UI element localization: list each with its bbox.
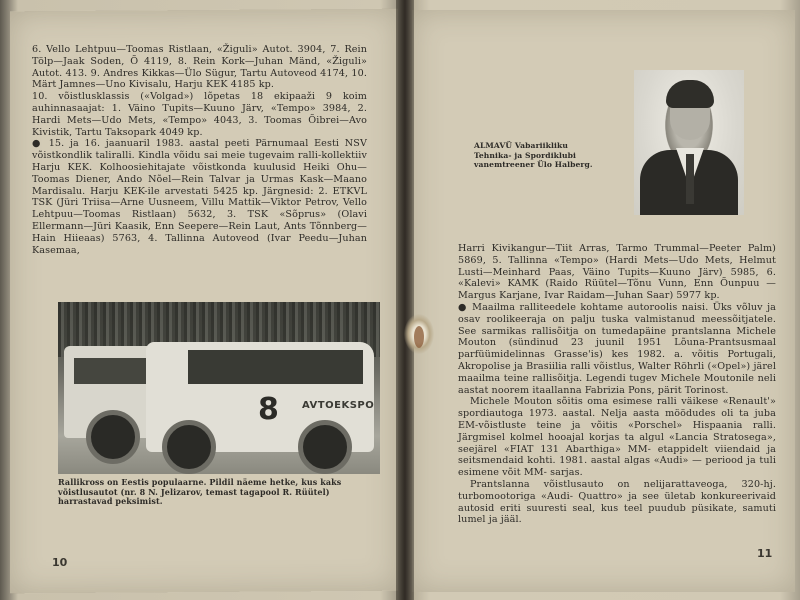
necktie bbox=[686, 154, 694, 204]
portrait-hair bbox=[666, 80, 714, 108]
page-number-left: 10 bbox=[52, 556, 68, 569]
right-paragraph: Michele Mouton sõitis oma esimese ralli väikese «Renault'» spordiautoga 1973. aastal. Nelja aasta möödudes oli ta juba EM-võistluste teine ja võitis «Porschel» Hispaania ralli. Järgmisel kolmel hooajal korjas ta algul «Lancia Stratosega», seejärel «FIAT 131 Abarthiga» MM- etappidelt viiendaid ja seitsmendaid kohti. 1981. aastal algas «Audi» — periood ja tuli esimene võit MM- sarjas. bbox=[458, 396, 776, 479]
rust-stain bbox=[414, 326, 424, 348]
portrait-caption: ALMAVÜ Vabariikliku Tehnika- ja Spordiklubi vanemtreener Ülo Halberg. bbox=[474, 141, 593, 170]
left-paragraph: 10. võistlusklassis («Volgad») lõpetas 18 ekipaaži 9 koim auhinnasaajat: 1. Väino Tupits—Kuuno Järv, «Tempo» 3984, 2. Hardi Mets—Udo Mets, «Tempo» 4043, 3. Toomas Õibrei—Avo Kivistik, Tartu Taksopark 4049 kp. bbox=[32, 91, 367, 138]
left-page-text bbox=[32, 44, 367, 256]
right-paragraph: ● Maailma ralliteedele kohtame autoroolis naisi. Üks võluv ja osav roolikeeraja on palju tuska valmistanud meessõitjatele. See sarmikas rallisõitja on tumedapäine prantslanna Michele Mouton (sündinud 23 juunil 1951 Lõuna-Prantsusmaal parfüümidelinnas Grasse'is) kes 1982. a. võitis Portugali, Akropolise ja Brasiilia ralli võistlus, Walter Röhrli («Opel») järel maailma teine rallisõitja. Legendi tugev Michele Moutonile neli aastat noorem itaallanna Fabrizia Pons, pärit Torinost. bbox=[458, 301, 776, 396]
portrait-photo bbox=[634, 70, 744, 215]
front-car-window bbox=[188, 350, 363, 384]
right-paragraph: Prantslanna võistlusauto on nelijarattaveoga, 320-hj. turbomootoriga «Audi- Quattro» ja see ületab konkureerivaid autosid eriti suuresti seal, kus teel puudub püsikate, samuti lumel ja jääl. bbox=[458, 478, 776, 526]
book-gutter bbox=[396, 0, 414, 600]
car-door-banner: AVTOEKSPO bbox=[302, 400, 375, 411]
right-paragraph: Harri Kivikangur—Tiit Arras, Tarmo Trummal—Peeter Palm) 5869, 5. Tallinna «Tempo» (Hardi Mets—Udo Mets, Helmut Lusti—Meinhard Paas, Väino Tupits—Kuuno Järv) 5985, 6. «Kalevi» KAMK (Raido Rüütel—Tõnu Vunn, Enn Õunpuu — Margus Karjane, Ivar Raidam—Juhan Saar) 5977 kp. bbox=[458, 243, 776, 302]
car-wheel bbox=[298, 420, 352, 474]
left-paragraph: ● 15. ja 16. jaanuaril 1983. aastal peeti Pärnumaal Eesti NSV võistkondlik taliralli. Kindla võidu sai meie tugevaim ralli-kollektiiv Harju KEK. Kolhoosiehitajate võistkonda kuulusid Heiki Ohu—Toomas Diener, Ando Nõel—Rein Talvar ja Urmas Kask—Maano Mardisalu. Harju KEK-ile arvestati 5425 kp. Järgnesid: 2. ETKVL TSK (Jüri Triisa—Arne Uusneem, Villu Mattik—Viktor Petrov, Vello Lehtpuu—Toomas Ristlaan) 5632, 3. TSK «Sõprus» (Olavi Ellermann—Jüri Kaasik, Enn Seepere—Rein Laut, Ants Tõnnberg—Hain Hiieaas) 5763, 4. Tallinna Autoveod (Ivar Peedu—Juhan Kasemaa, bbox=[32, 138, 367, 256]
car-wheel bbox=[162, 420, 216, 474]
car-wheel bbox=[86, 410, 140, 464]
right-page-text bbox=[458, 243, 776, 526]
page-number-right: 11 bbox=[757, 547, 773, 560]
photo-caption: Rallikross on Eestis populaarne. Pildil näeme hetke, kus kaks võistlusautot (nr. 8 N. Jelizarov, temast tagapool R. Rüütel) harrastavad peksimist. bbox=[58, 477, 342, 506]
car-number: 8 bbox=[258, 392, 279, 427]
left-paragraph: 6. Vello Lehtpuu—Toomas Ristlaan, «Žiguli» Autot. 3904, 7. Rein Tölp—Jaak Soden, Õ 4119, 8. Rein Kork—Juhan Mänd, «Žiguli» Autot. 413. 9. Andres Kikkas—Ülo Sügur, Tartu Autoveod 4174, 10. Märt Jamnes—Uno Kivisalu, Harju KEK 4185 kp. bbox=[32, 44, 367, 91]
rallycross-photo bbox=[58, 302, 380, 474]
